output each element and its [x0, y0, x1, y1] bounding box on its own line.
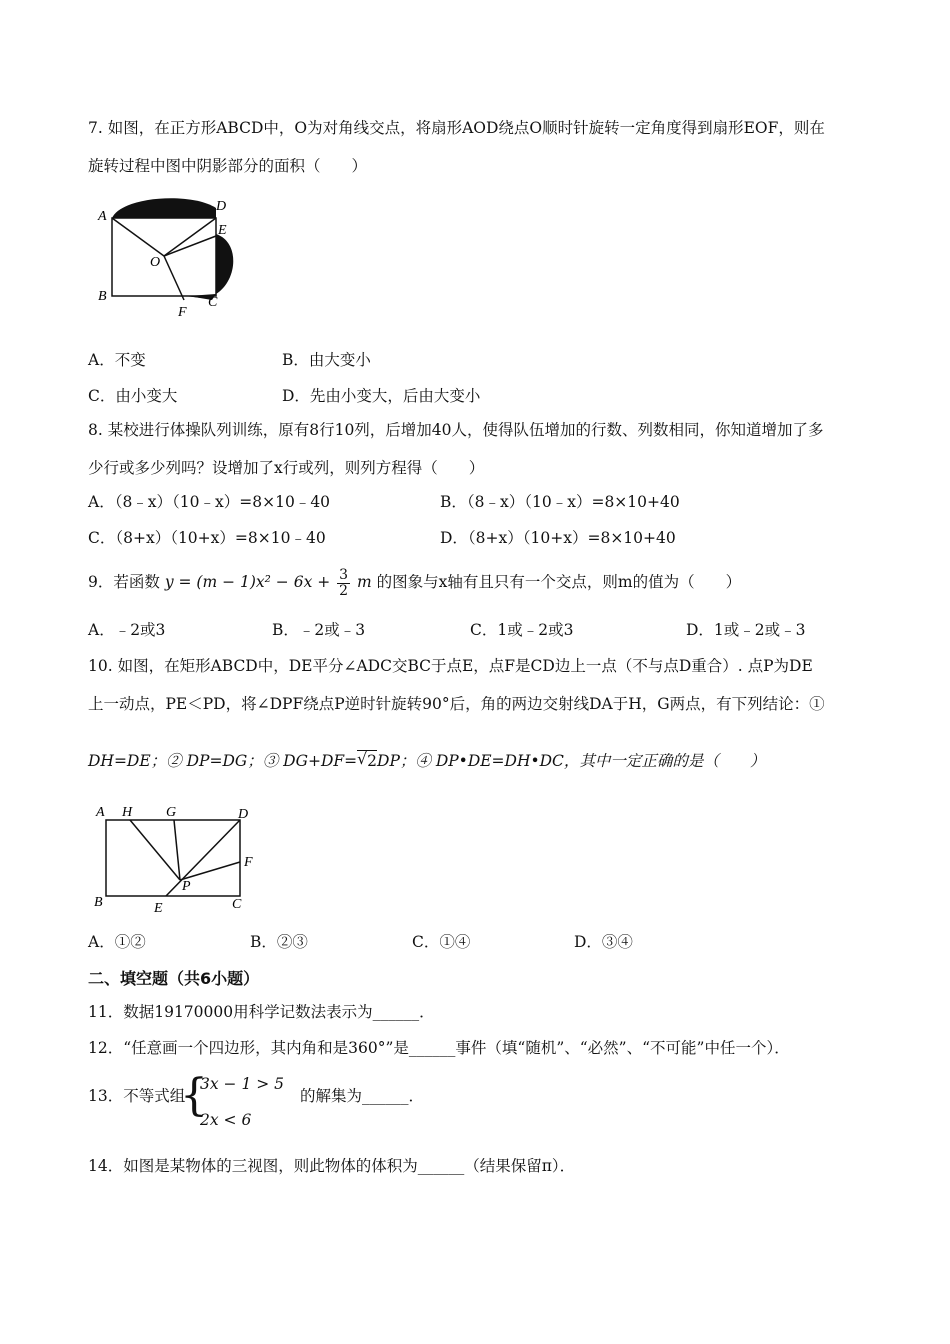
q10-line3-part2: DP；④ DP•DE=DH•DC，其中一定正确的是（ ） [377, 752, 766, 770]
q10-label-F: F [244, 855, 253, 870]
q10-label-E: E [154, 901, 163, 916]
q10-label-P: P [182, 879, 191, 894]
q10-label-D: D [238, 807, 249, 822]
q7-option-c: C．由小变大 [88, 387, 178, 405]
q7-shade-top [112, 198, 216, 218]
q8-option-c: C．（8+x）（10+x）=8×10﹣40 [88, 529, 326, 547]
q10-option-c: C．①④ [412, 933, 471, 951]
q8-text-line1: 8. 某校进行体操队列训练，原有8行10列，后增加40人，使得队伍增加的行数、列数相同，你知道增加了多 [88, 421, 824, 439]
q9-frac-num: 3 [339, 566, 349, 583]
q8-option-a: A．（8﹣x）（10﹣x）=8×10﹣40 [88, 493, 331, 511]
q10-option-b: B．②③ [250, 933, 308, 951]
q10-sqrt-value: 2 [367, 752, 378, 770]
q10-figure [88, 800, 268, 918]
q9-frac-den: 2 [339, 582, 349, 599]
q14-text: 14．如图是某物体的三视图，则此物体的体积为______（结果保留π）． [88, 1157, 576, 1175]
q11-text: 11．数据19170000用科学记数法表示为______． [88, 1003, 435, 1021]
q7-label-A: A [98, 209, 107, 224]
q7-text-line1: 7. 如图，在正方形ABCD中，O为对角线交点，将扇形AOD绕点O顺时针旋转一定角度得到扇形EOF，则在 [88, 119, 825, 137]
q10-label-A: A [96, 805, 105, 820]
q7-label-C: C [208, 295, 218, 310]
q9-text [88, 564, 741, 600]
q9-fraction [337, 568, 350, 599]
q13-suffix: 的解集为______． [300, 1087, 425, 1105]
q8-option-d: D．（8+x）（10+x）=8×10+40 [440, 529, 676, 547]
q7-label-O: O [150, 255, 161, 270]
q8-option-b: B．（8﹣x）（10﹣x）=8×10+40 [440, 493, 680, 511]
q7-label-B: B [98, 289, 107, 304]
q10-text-line1: 10. 如图，在矩形ABCD中，DE平分∠ADC交BC于点E，点F是CD边上一点（不与点D重合）. 点P为DE [88, 657, 813, 675]
q12-text: 12．“任意画一个四边形，其内角和是360°”是______事件（填“随机”、“必然”、“不可能”中任一个）． [88, 1039, 790, 1057]
q10-label-B: B [94, 895, 103, 910]
q13-ineq2: 2x < 6 [200, 1111, 252, 1129]
q10-option-d: D．③④ [574, 933, 633, 951]
q7-option-a: A．不变 [88, 351, 146, 369]
q7-figure [92, 190, 252, 320]
q13-brace: { [180, 1070, 208, 1121]
q7-option-d: D．先由小变大，后由大变小 [282, 387, 481, 405]
q9-option-b: B．﹣2或﹣3 [272, 621, 366, 639]
q9-option-a: A．﹣2或3 [88, 621, 166, 639]
q7-label-D: D [216, 199, 227, 214]
q7-text-line2: 旋转过程中图中阴影部分的面积（ ） [88, 157, 368, 175]
q8-text-line2: 少行或多少列吗？设增加了x行或列，则列方程得（ ） [88, 459, 485, 477]
q9-option-c: C．1或﹣2或3 [470, 621, 574, 639]
q7-label-E: E [218, 223, 227, 238]
q9-prefix: 9．若函数 [88, 573, 160, 591]
q7-option-b: B．由大变小 [282, 351, 371, 369]
q7-label-F: F [178, 305, 187, 320]
q10-sqrt-sign: √ [357, 750, 368, 768]
q10-text-line3 [88, 744, 765, 771]
q10-sqrt [357, 750, 377, 771]
q10-rectangle [106, 820, 240, 896]
q10-label-G: G [166, 805, 177, 820]
section-title-fill-in: 二、填空题（共6小题） [88, 969, 260, 988]
q10-text-line2: 上一动点，PE＜PD，将∠DPF绕点P逆时针旋转90°后，角的两边交射线DA于H，G两点，有下列结论：① [88, 695, 825, 713]
q9-formula-right: m [357, 573, 372, 591]
q7-shade-right [216, 234, 233, 294]
q9-option-d: D．1或﹣2或﹣3 [686, 621, 806, 639]
q10-label-C: C [232, 897, 242, 912]
q13-prefix: 13．不等式组 [88, 1087, 186, 1105]
q10-label-H: H [122, 805, 133, 820]
q13-ineq1: 3x − 1 > 5 [200, 1075, 285, 1093]
q9-formula-left: y = (m − 1)x² − 6x + [164, 573, 331, 591]
q9-suffix: 的图象与x轴有且只有一个交点，则m的值为（ ） [376, 573, 742, 591]
q10-line3-part1: DH=DE；② DP=DG；③ DG+DF= [88, 752, 358, 770]
q10-option-a: A．①② [88, 933, 146, 951]
